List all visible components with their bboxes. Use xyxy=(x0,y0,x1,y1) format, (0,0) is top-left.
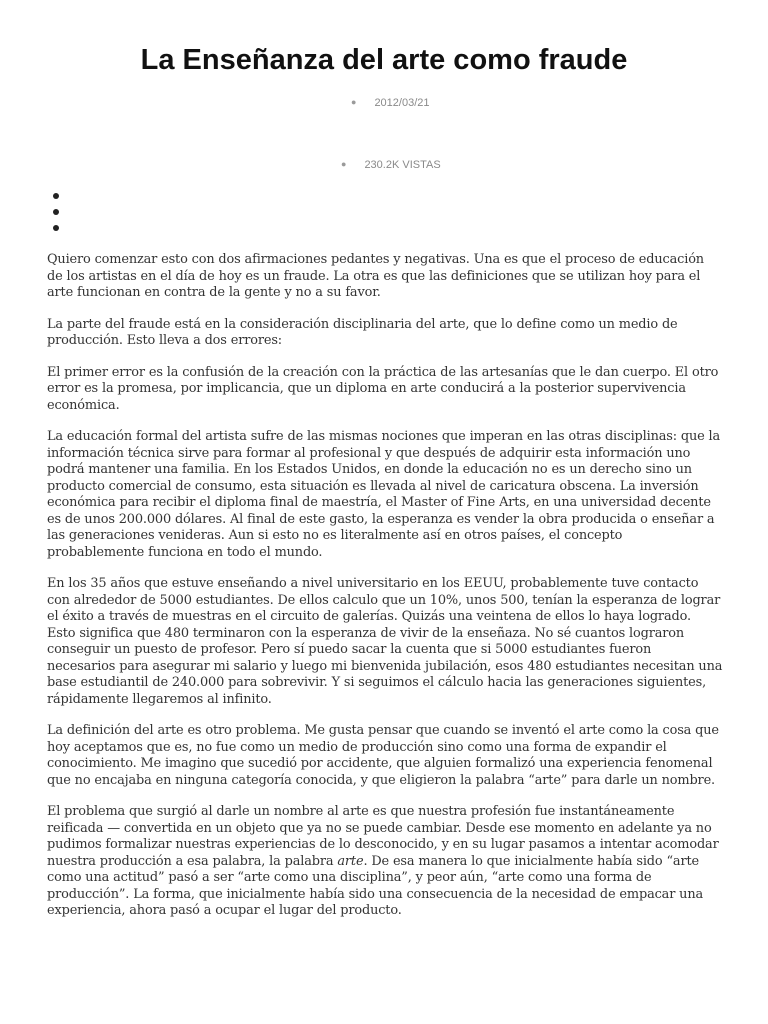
article-paragraph: En los 35 años que estuve enseñando a nivel universitario en los EEUU, probablemente tuve contacto con alrededor de 5000 estudiantes. De ellos calculo que un 10%, unos 500, tenían la esperanza de lograr el éxito a través de muestras en el circuito de galerías. Quizás una veintena de ellos lo haya logrado. Esto significa que 480 terminaron con la esperanza de vivir de la enseñaza. No sé cuantos lograron conseguir un puesto de profesor. Pero sí puedo sacar la cuenta que si 5000 estudiantes fueron necesarios para asegurar mi salario y luego mi bienvenida jubilación, esos 480 estudiantes necesitan una base estudiantil de 240.000 para sobrevivir. Y si seguimos el cálculo hacia las generaciones siguientes, rápidamente llegaremos al infinito. xyxy=(47,576,723,707)
paragraph-text: El problema que surgió al darle un nombre al arte es que nuestra profesión fue instantáneamente reificada — convertida en un objeto que ya no se puede cambiar. Desde ese momento en adelante ya no pudimos formalizar nuestras experiencias de lo desconocido, y en su lugar pasamos a intentar acomodar nuestra producción a esa palabra, la palabra xyxy=(47,804,719,869)
paragraph-text: . De esa manera lo que inicialmente había sido “arte como una actitud” pasó a ser “arte como una disciplina”, y peor aún, “arte como una forma de producción”. La forma, que inicialmente había sido una consecuencia de la necesidad de empacar una experiencia, ahora pasó a ocupar el lugar del producto. xyxy=(47,853,704,918)
share-list xyxy=(52,188,60,236)
article-paragraph: Quiero comenzar esto con dos afirmaciones pedantes y negativas. Una es que el proceso de educación de los artistas en el día de hoy es un fraude. La otra es que las definiciones que se utilizan hoy para el arte funcionan en contra de la gente y no a su favor. xyxy=(47,252,704,300)
bullet-icon: ● xyxy=(341,159,347,169)
bullet-icon: ● xyxy=(351,97,357,107)
view-count: 230.2K VISTAS xyxy=(364,159,441,171)
share-item[interactable] xyxy=(52,188,60,204)
article-body xyxy=(47,252,723,935)
share-item[interactable] xyxy=(52,220,60,236)
article-paragraph: La definición del arte es otro problema. Me gusta pensar que cuando se inventó el arte como la cosa que hoy aceptamos que es, no fue como un medio de producción sino como una forma de expandir el conocimiento. Me imagino que sucedió por accidente, que alguien formalizó una experiencia fenomenal que no encajaba en ninguna categoría conocida, y que eligieron la palabra “arte” para darle un nombre. xyxy=(47,723,719,788)
article-paragraph: La educación formal del artista sufre de las mismas nociones que imperan en las otras disciplinas: que la información técnica sirve para formar al profesional y que después de adquirir esta información uno podrá mantener una familia. En los Estados Unidos, en donde la educación no es un derecho sino un producto comercial de consumo, esta situación es llevada al nivel de caricatura obscena. La inversión económica para recibir el diploma final de maestría, el Master of Fine Arts, en una universidad decente es de unos 200.000 dólares. Al final de este gasto, la esperanza es vender la obra producida o enseñar a las generaciones venideras. Aun si esto no es literalmente así en otros países, el concepto probablemente funciona en todo el mundo. xyxy=(47,429,721,560)
page-title: La Enseñanza del arte como fraude xyxy=(140,44,628,76)
bullet-icon xyxy=(53,225,59,231)
article-paragraph: La parte del fraude está en la consideración disciplinaria del arte, que lo define como un medio de producción. Esto lleva a dos errores: xyxy=(47,316,678,348)
emphasized-word: arte xyxy=(337,853,364,869)
date-meta xyxy=(351,95,430,110)
share-item[interactable] xyxy=(52,204,60,220)
views-meta xyxy=(341,157,441,172)
bullet-icon xyxy=(53,209,59,215)
article-paragraph xyxy=(47,804,723,920)
bullet-icon xyxy=(53,193,59,199)
article-paragraph: El primer error es la confusión de la creación con la práctica de las artesanías que le dan cuerpo. El otro error es la promesa, por implicancia, que un diploma en arte conducirá a la posterior supervivencia económica. xyxy=(47,364,719,413)
publish-date: 2012/03/21 xyxy=(374,97,430,109)
